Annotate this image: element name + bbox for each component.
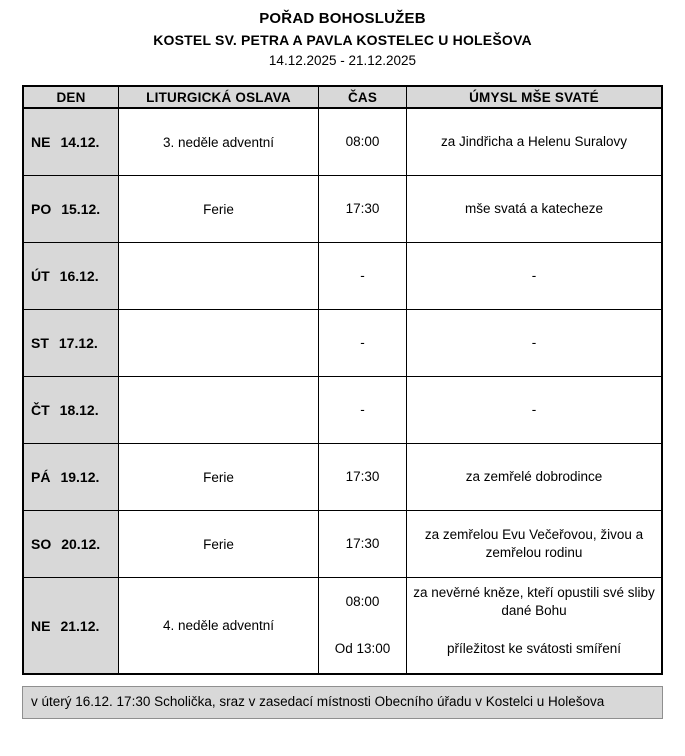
celebration-cell: Ferie <box>119 511 319 578</box>
intention-cell <box>407 377 661 444</box>
time-cell <box>319 578 407 673</box>
time-cell <box>319 511 407 578</box>
celebration-cell: 3. neděle adventní <box>119 109 319 176</box>
time-cell <box>319 444 407 511</box>
time-cell <box>319 176 407 243</box>
intention-text: za zemřelou Evu Večeřovou, živou a zemřelou rodinu <box>424 527 644 560</box>
day-cell <box>24 511 119 578</box>
celebration-cell <box>119 310 319 377</box>
intention-text: příležitost ke svátosti smíření <box>446 641 622 657</box>
celebration-cell: Ferie <box>119 444 319 511</box>
intention-cell <box>407 511 661 578</box>
intention-text: - <box>531 268 537 284</box>
celebration-cell: Ferie <box>119 176 319 243</box>
celebration-cell: 4. neděle adventní <box>119 578 319 673</box>
date-range: 14.12.2025 - 21.12.2025 <box>268 53 417 68</box>
time-cell <box>319 109 407 176</box>
time-value: 08:00 <box>345 134 380 150</box>
day-abbreviation: PÁ <box>31 469 51 485</box>
time-value: 17:30 <box>345 201 380 217</box>
day-abbreviation: ST <box>31 335 49 351</box>
celebration-cell <box>119 243 319 310</box>
time-value: Od 13:00 <box>334 641 391 657</box>
intention-text: - <box>531 335 537 351</box>
day-abbreviation: SO <box>31 536 52 552</box>
page-title: POŘAD BOHOSLUŽEB <box>259 10 426 27</box>
intention-cell <box>407 444 661 511</box>
column-header-intention: ÚMYSL MŠE SVATÉ <box>407 87 661 109</box>
time-value: 08:00 <box>345 593 380 609</box>
time-value: - <box>360 268 365 284</box>
day-cell <box>24 377 119 444</box>
footer-note: v úterý 16.12. 17:30 Scholička, sraz v zasedací místnosti Obecního úřadu v Kostelci u Holešova <box>22 686 663 719</box>
intention-cell <box>407 310 661 377</box>
document-header <box>0 0 685 68</box>
day-abbreviation: ČT <box>31 402 50 418</box>
intention-text: za nevěrné kněze, kteří opustili své sliby dané Bohu <box>413 585 655 618</box>
intention-text: - <box>531 402 537 418</box>
day-cell <box>24 176 119 243</box>
intention-cell <box>407 109 661 176</box>
column-header-celebration: LITURGICKÁ OSLAVA <box>119 87 319 109</box>
celebration-cell <box>119 377 319 444</box>
page-subtitle: KOSTEL SV. PETRA A PAVLA KOSTELEC U HOLEŠOVA <box>153 32 532 48</box>
day-cell <box>24 109 119 176</box>
schedule-table <box>22 85 663 675</box>
day-cell <box>24 578 119 673</box>
day-abbreviation: ÚT <box>31 268 50 284</box>
column-header-day: DEN <box>24 87 119 109</box>
day-date: 19.12. <box>60 469 100 485</box>
time-value: 17:30 <box>345 536 380 552</box>
day-abbreviation: PO <box>31 201 52 217</box>
intention-text: za Jindřicha a Helenu Suralovy <box>440 134 628 150</box>
day-date: 16.12. <box>59 268 99 284</box>
time-cell <box>319 243 407 310</box>
intention-cell <box>407 176 661 243</box>
intention-text: za zemřelé dobrodince <box>465 469 603 485</box>
day-date: 17.12. <box>58 335 98 351</box>
day-abbreviation: NE <box>31 134 51 150</box>
day-cell <box>24 310 119 377</box>
time-value: 17:30 <box>345 469 380 485</box>
day-cell <box>24 243 119 310</box>
day-date: 20.12. <box>61 536 101 552</box>
time-cell <box>319 310 407 377</box>
intention-text: mše svatá a katecheze <box>464 201 604 217</box>
day-date: 21.12. <box>60 617 100 634</box>
day-abbreviation: NE <box>31 617 51 634</box>
time-value: - <box>360 335 365 351</box>
intention-cell <box>407 578 661 673</box>
day-date: 18.12. <box>59 402 99 418</box>
time-cell <box>319 377 407 444</box>
day-cell <box>24 444 119 511</box>
intention-cell <box>407 243 661 310</box>
day-date: 14.12. <box>60 134 100 150</box>
day-date: 15.12. <box>61 201 101 217</box>
column-header-time: ČAS <box>319 87 407 109</box>
time-value: - <box>360 402 365 418</box>
